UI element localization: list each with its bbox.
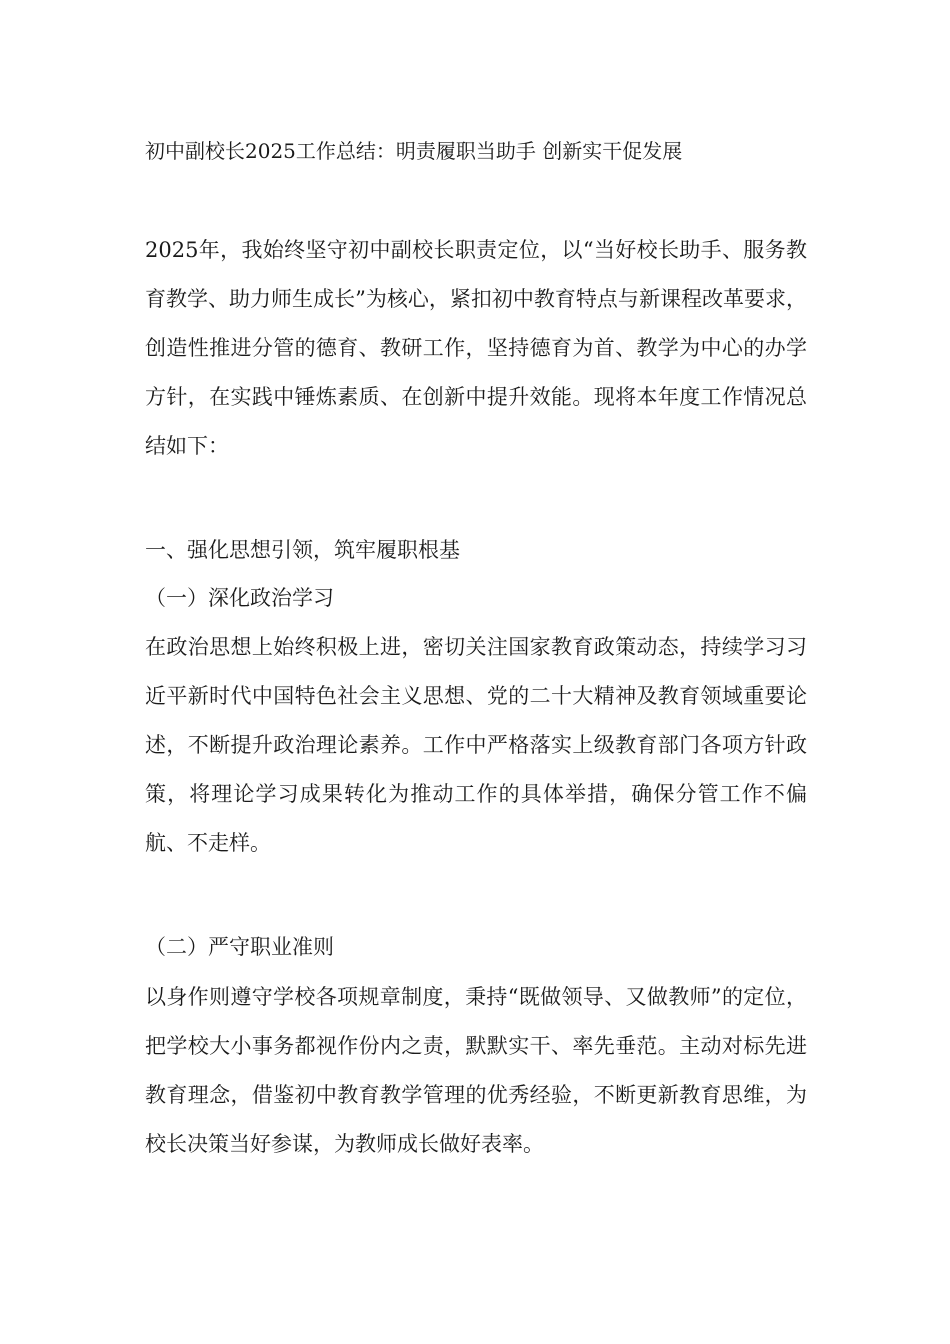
document-title: 初中副校长2025工作总结：明责履职当助手 创新实干促发展 [145, 139, 683, 163]
intro-paragraph: 2025年，我始终坚守初中副校长职责定位，以“当好校长助手、服务教育教学、助力师生成长”为核心，紧扣初中教育特点与新课程改革要求，创造性推进分管的德育、教研工作，坚持德育为首、教学为中心的办学方针，在实践中锤炼素质、在创新中提升效能。现将本年度工作情况总结如下： [145, 238, 807, 458]
section-1-heading: 一、强化思想引领，筑牢履职根基 [145, 538, 460, 562]
subsection-1-heading: （一）深化政治学习 [145, 586, 334, 610]
subsection-2-heading: （二）严守职业准则 [145, 935, 334, 959]
subsection-1-body: 在政治思想上始终积极上进，密切关注国家教育政策动态，持续学习习近平新时代中国特色社会主义思想、党的二十大精神及教育领域重要论述，不断提升政治理论素养。工作中严格落实上级教育部门各项方针政策，将理论学习成果转化为推动工作的具体举措，确保分管工作不偏航、不走样。 [145, 635, 807, 855]
subsection-2-body: 以身作则遵守学校各项规章制度，秉持“既做领导、又做教师”的定位，把学校大小事务都视作份内之责，默默实干、率先垂范。主动对标先进教育理念，借鉴初中教育教学管理的优秀经验，不断更新教育思维，为校长决策当好参谋，为教师成长做好表率。 [145, 985, 807, 1156]
